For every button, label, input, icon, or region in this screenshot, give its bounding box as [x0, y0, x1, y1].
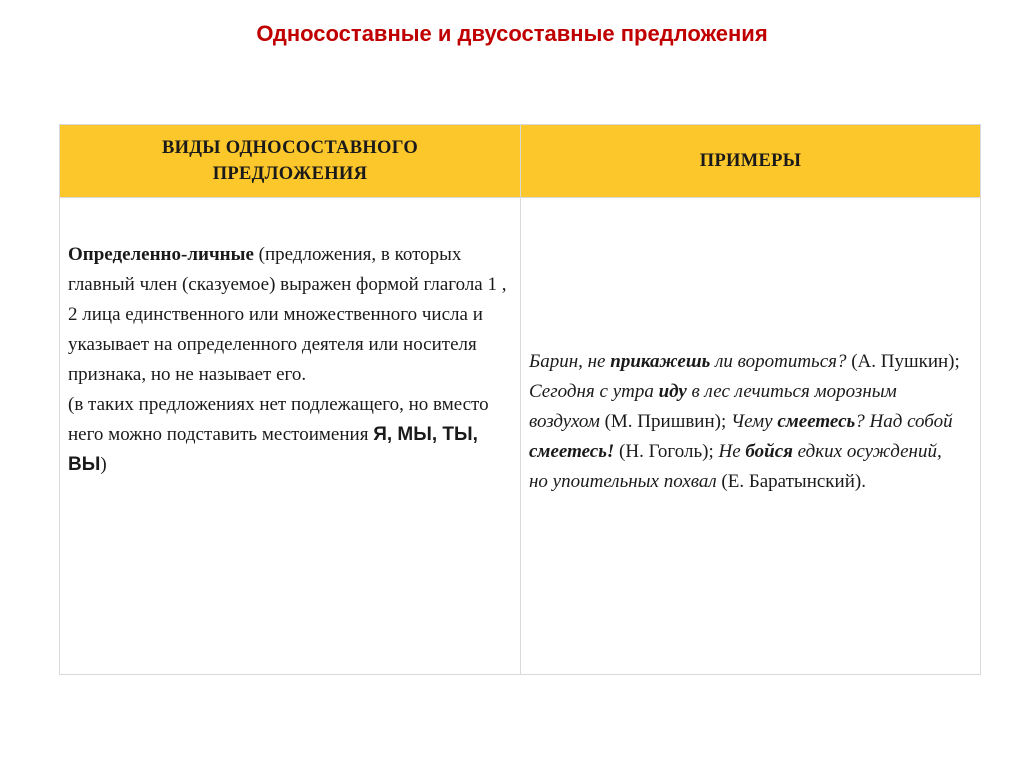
definition-pronouns: Я, МЫ, ТЫ, ВЫ: [68, 424, 478, 475]
example-4-author: (Е. Баратынский).: [716, 471, 866, 492]
example-3-part-a: Чему: [730, 411, 778, 432]
example-1-author: (А. Пушкин);: [846, 351, 960, 372]
example-2-part-a: Сегодня с утра: [529, 381, 659, 402]
example-1-verb: прикажешь: [610, 351, 711, 372]
example-4-verb: бойся: [745, 441, 793, 462]
definition-term: Определенно-личные: [68, 244, 254, 265]
example-2-part-c: в лес лечиться морозным воздухом: [529, 381, 897, 432]
table-row: [60, 198, 981, 675]
header-types: [60, 125, 521, 198]
sentence-types-table: [59, 124, 981, 675]
examples-cell: [521, 198, 981, 675]
header-examples: ПРИМЕРЫ: [521, 125, 981, 198]
example-3-author: (Н. Гоголь);: [614, 441, 719, 462]
definition-cell: [60, 198, 521, 675]
example-3-verb-2: смеетесь!: [529, 441, 615, 462]
example-3-verb: смеетесь: [777, 411, 856, 432]
example-3-part-c: ? Над собой: [855, 411, 953, 432]
example-1-part-a: Барин, не: [529, 351, 611, 372]
table-header-row: [60, 125, 981, 198]
example-4-part-c: едких осуждений, но упоительных похвал: [529, 441, 942, 492]
definition-note: (в таких предложениях нет подлежащего, но вместо него можно подставить местоимения: [68, 394, 489, 445]
definition-description: (предложения, в которых главный член (сказуемое) выражен формой глагола 1 , 2 лица единственного или множественного числа и указывает на определенного деятеля или носителя признака, но не называет его.: [68, 244, 507, 385]
example-2-verb: иду: [658, 381, 687, 402]
example-2-author: (М. Пришвин);: [599, 411, 731, 432]
header-types-label: ВИДЫ ОДНОСОСТАВНОГО ПРЕДЛОЖЕНИЯ: [161, 138, 419, 184]
definition-text: [60, 198, 520, 644]
definition-note-end: ): [100, 454, 107, 475]
slide-title: Односоставные и двусоставные предложения: [256, 21, 768, 46]
examples-text: [521, 347, 980, 497]
example-4-part-a: Не: [718, 441, 746, 462]
example-1-part-c: ли воротиться?: [710, 351, 847, 372]
